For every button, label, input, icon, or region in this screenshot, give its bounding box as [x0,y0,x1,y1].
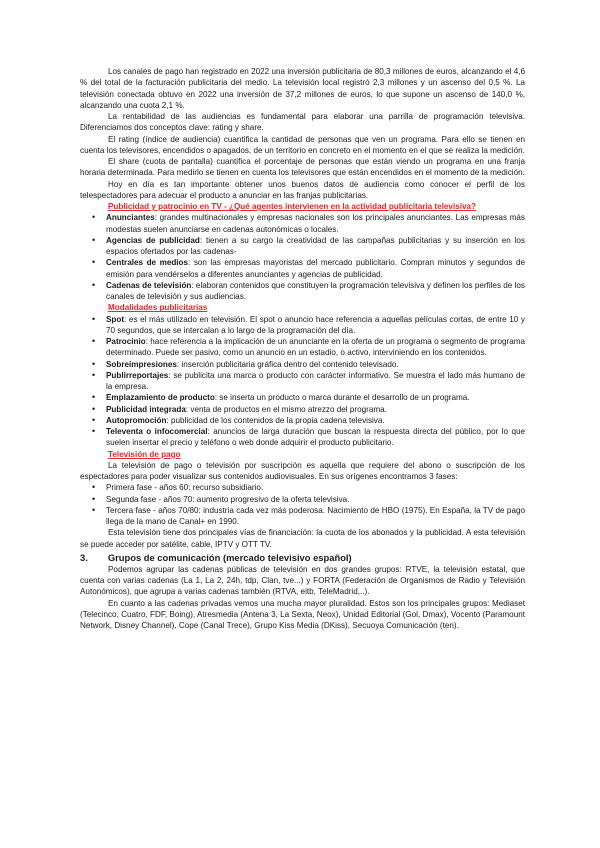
definition: : publicidad de los contenidos de la propia cadena televisiva. [166,415,385,425]
definition: : tienen a su cargo la creatividad de las campañas publicitarias y su inserción en los espacios ofertados por las cadenas- [106,235,525,256]
definition: : hace referencia a la implicación de un anunciante en la oferta de un programa o segmento de programa determinado. Puede ser pasivo, como un anuncio en un estadio, o activo, interviniendo en los contenidos. [106,337,525,358]
list-item [106,426,525,449]
heading-publicidad: Publicidad y patrocinio en TV - ¿Qué agentes intervienen en la actividad publicitaria televisiva? [108,202,476,211]
list-item [106,359,525,370]
definition: : grandes multinacionales y empresas nacionales son los principales anunciantes. Las empresas más modestas suelen anunciarse en cadenas autonómicas o locales. [106,213,525,234]
paragraph-pay-channels: Los canales de pago han registrado en 2022 una inversión publicitaria de 80,3 millones de euros, alcanzando el 4,6 % del total de la facturación publicitaria del medio. La televisión local registró 2,3 millones y un ascenso del 0,5 %. La televisión conectada obtuvo en 2022 una inversión de 37,2 millones de euros, lo que supone un ascenso de 140,0 %, alcanzando una cuota 2,1 %. [80,67,525,110]
list-item [106,212,525,235]
heading-modalidades: Modalidades publicitarias [108,303,208,313]
list-item [106,314,525,337]
term: Sobreimpresiones [106,359,177,369]
definition: : se publicita una marca o producto con carácter informativo. Se muestra el lado más humano de la empresa. [106,370,525,391]
section-heading-grupos [80,551,525,564]
heading-television-de-pago: Televisión de pago [108,449,181,459]
term: Spot [106,314,125,324]
list-item: • Segunda fase - años 70: aumento progresivo de la oferta televisiva. [106,494,525,505]
list-modalities [80,314,525,449]
list-item [106,257,525,280]
list-item [106,415,525,426]
paragraph-private-groups: En cuanto a las cadenas privadas vemos una mucha mayor pluralidad. Estos son los principales grupos: Mediaset (Telecinco, Cuatro, FDF, Boing), Atresmedia (Antena 3, La Sexta, Neox), Unidad Editorial (Gol, Dmax), Vocento (Paramount Network, Disney Channel), Cope (Canal Trece), Grupo Kiss Media (DKiss), Secuoya Comunicación (ten). [80,598,525,630]
term: Patrocinio [106,337,146,346]
paragraph-audience-data: Hoy en día es tan importante obtener unos buenos datos de audiencia como conocer el perfil de los telespectadores para adecuar el producto a anunciar en las franjas publicitarias. [80,179,525,200]
paragraph-public-groups: Podemos agrupar las cadenas públicas de televisión en dos grandes grupos: RTVE, la televisión estatal, que cuenta con varias cadenas (La 1, La 2, 24h, tdp, Clan, tve...) y FORTA (Federación de Organismos de Radio y Televisión Autonómicos), que agrupa a varias cadenas también (RTVA, eitb, TeleMadrid,..). [80,564,525,597]
definition: : inserción publicitaria gráfica dentro del contenido televisado. [176,359,399,369]
list-phases [80,482,525,527]
paragraph-pay-tv-financing: Esta televisión tiene dos principales vías de financiación: la cuota de los abonados y la publicidad. A esta televisión se puede acceder por satélite, cable, IPTV y OTT TV. [80,528,525,549]
term: Publicidad integrada [106,404,186,414]
list-item [106,370,525,393]
list-item [106,336,525,359]
section-title: Grupos de comunicación (mercado televisivo español) [107,551,352,563]
list-agents [80,212,525,302]
term: Emplazamiento de producto [106,393,215,403]
list-item: • Tercera fase - años 70/80: industria cada vez más poderosa. Nacimiento de HBO (1975). En España, la TV de pago llega de la mano de Canal+ en 1990. [106,505,525,528]
term: Centrales de medios [106,258,189,268]
document-page [80,66,525,631]
term: Agencias de publicidad [106,235,200,245]
term: Anunciantes [106,213,155,223]
list-item [106,392,525,403]
definition: : anuncios de larga duración que buscan la respuesta directa del público, por lo que suelen insertar el precio y teléfono o web donde adquirir el producto publicitario. [106,427,526,448]
paragraph-pay-tv-intro: La televisión de pago o televisión por suscripción es aquella que requiere del abono o suscripción de los espectadores para poder visualizar sus contenidos audiovisuales. En sus orígenes encontramos 3 fases: [80,460,525,481]
definition: : son las empresas mayoristas del mercado publicitario. Compran minutos y segundos de emisión para vendérselos a diferentes anunciantes y agencias de publicidad. [106,258,525,279]
term: Publirreportajes [106,370,169,380]
list-item: • Primera fase - años 60: recurso subsidiario. [106,482,525,493]
list-item [106,280,525,303]
definition: : elaboran contenidos que constituyen la programación televisiva y definen los perfiles de los canales de televisión y sus audiencias. [106,280,525,301]
term: Televenta o infocomercial [106,427,208,436]
definition: : venta de productos en el mismo atrezzo del programa. [185,404,387,414]
definition: : es el más utilizado en televisión. El spot o anuncio hace referencia a aquellas películas cortas, de entre 10 y 70 segundos, que se intercalan a lo largo de la programación del día. [106,314,525,335]
list-item [106,235,525,258]
list-item [106,404,525,415]
paragraph-audience-profitability: La rentabilidad de las audiencias es fundamental para elaborar una parrilla de programación televisiva. Diferenciamos dos conceptos clave: rating y share. [80,112,525,133]
paragraph-share: El share (cuota de pantalla) cuantifica el porcentaje de personas que están viendo un programa en una franja horaria determinada. Para medirlo se tienen en cuenta los televisores que están encendidos en el momento de la medición. [80,157,525,178]
paragraph-rating: El rating (índice de audiencia) cuantifica la cantidad de personas que ven un programa. Para ello se tienen en cuenta los televisores, encendidos o apagados, de un territorio en concreto en el momento en el que se realiza la medición. [80,134,525,155]
term: Autopromoción [106,415,167,425]
section-number: 3. [80,551,88,563]
definition: : se inserta un producto o marca durante el desarrollo de un programa. [214,393,470,403]
term: Cadenas de televisión [106,280,192,290]
